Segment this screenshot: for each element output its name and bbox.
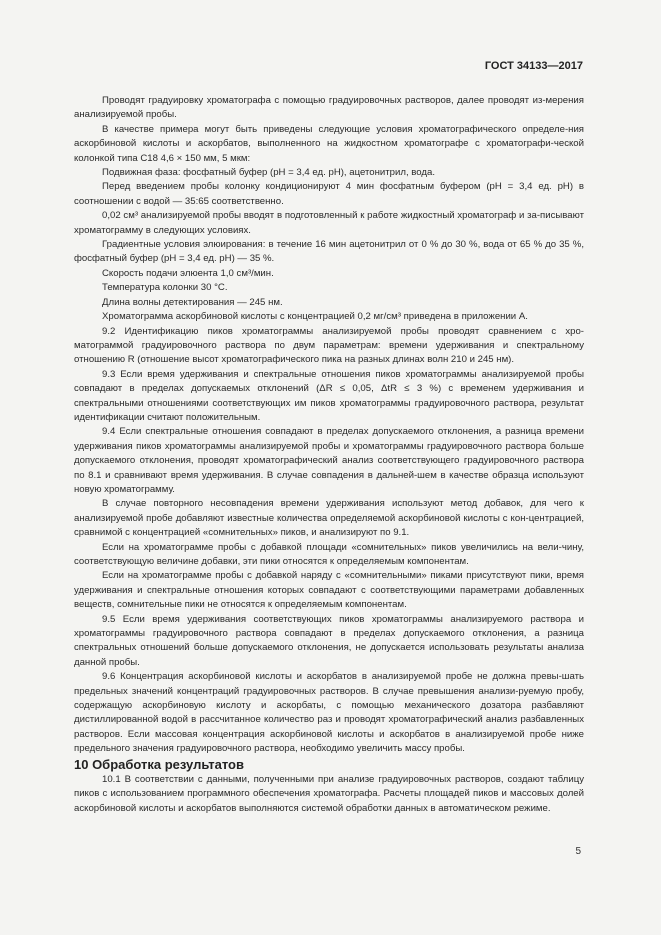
- paragraph: Подвижная фаза: фосфатный буфер (pH = 3,4 ед. pH), ацетонитрил, вода.: [102, 167, 436, 179]
- paragraph: 0,02 см³ анализируемой пробы вводят в подготовленный к работе жидкостный хроматограф и за-писывают хроматограмму в следующих условиях.: [74, 210, 584, 236]
- paragraph: Хроматограмма аскорбиновой кислоты с концентрацией 0,2 мг/см³ приведена в приложении А.: [102, 311, 528, 323]
- paragraph: 9.4 Если спектральные отношения совпадают в пределах допускаемого отклонения, а разница времени удерживания пиков хроматограммы анализируемой пробы и хроматограммы градуировочного раствора больше допускаемого отклонения, проводят хроматографический анализ соответствующего градуировочного раствора по 8.1 и сравнивают время удерживания. В случае совпадения в дальней-шем в качестве образца используют новую хроматограмму.: [74, 426, 584, 495]
- paragraph: Длина волны детектирования — 245 нм.: [102, 296, 283, 308]
- paragraph: Градиентные условия элюирования: в течение 16 мин ацетонитрил от 0 % до 30 %, вода от 65 % до 35 %, фосфатный буфер (pH = 3,4 ед. pH) — 35 %.: [74, 239, 584, 265]
- paragraph: 9.3 Если время удерживания и спектральные отношения пиков хроматограммы анализируемой пробы совпадают в пределах допускаемых отклонений (ΔR ≤ 0,05, ΔtR ≤ 3 %) с временем удерживания и спектральными отношениями соответствующих им пиков хроматограммы градуировочного раствора, результат идентификации считают положительным.: [74, 368, 584, 423]
- paragraph: В случае повторного несовпадения времени удерживания используют метод добавок, для чего к анализируемой пробе добавляют известные количества определяемой аскорбиновой кислоты с кон-центрацией, сравнимой с концентрацией «сомнительных» пиков, и анализируют по 9.1.: [74, 498, 584, 539]
- paragraph: 9.5 Если время удерживания соответствующих пиков хроматограммы анализируемого раствора и хроматограммы градуировочного раствора совпадают в пределах допускаемого отклонения, а разница спектральных отношений больше допускаемого отклонения, не допускается использовать результаты анализа данной пробы.: [74, 613, 584, 668]
- paragraph: Перед введением пробы колонку кондиционируют 4 мин фосфатным буфером (pH = 3,4 ед. pH) в соотношении с водой — 35:65 соответственно.: [74, 181, 584, 207]
- paragraph: Если на хроматограмме пробы с добавкой наряду с «сомнительными» пиками присутствуют пики, время удерживания и спектральные отношения которых совпадают с соответствующими параметрами добавленных веществ, сомнительные пики не относятся к определяемым компонентам.: [74, 570, 584, 611]
- section-heading: 10 Обработка результатов: [74, 756, 244, 772]
- document-body: [74, 94, 584, 816]
- paragraph: Температура колонки 30 °С.: [102, 282, 228, 294]
- paragraph: 10.1 В соответствии с данными, полученными при анализе градуировочных растворов, создают таблицу пиков с использованием программного обеспечения хроматографа. Расчеты площадей пиков и массовых долей аскорбиновой кислоты и аскорбатов выполняются системой обработки данных в автоматическом режиме.: [74, 773, 584, 814]
- paragraph: Проводят градуировку хроматографа с помощью градуировочных растворов, далее проводят из-мерения анализируемой пробы.: [74, 95, 584, 121]
- document-header: ГОСТ 34133—2017: [484, 60, 583, 72]
- paragraph: 9.6 Концентрация аскорбиновой кислоты и аскорбатов в анализируемой пробе не должна превы-шать предельных значений концентраций градуировочных растворов. В случае превышения анализи-руемую пробу, содержащую аскорбиновую кислоту и аскорбаты, с помощью механического дозатора разбавляют дистиллированной водой в рассчитанное количество раз и проводят хроматографический анализ разбавленных растворов. Если массовая концентрация аскорбиновой кислоты и аскорбатов в анализируемой пробе ниже предельного значения градуировочного раствора, необходимо увеличить массу пробы.: [74, 671, 584, 755]
- page-number: 5: [575, 846, 581, 857]
- paragraph: Если на хроматограмме пробы с добавкой площади «сомнительных» пиков увеличились на вели-чину, соответствующую величине добавки, эти пики относятся к определяемым компонентам.: [74, 541, 584, 567]
- paragraph: Скорость подачи элюента 1,0 см³/мин.: [102, 267, 274, 279]
- paragraph: 9.2 Идентификацию пиков хроматограммы анализируемой пробы проводят сравнением с хро-матограммой градуировочного раствора по двум параметрам: времени удерживания и спектральному отношению R (отношение высот хроматографического пика на разных длинах волн 210 и 245 нм).: [74, 325, 584, 366]
- paragraph: В качестве примера могут быть приведены следующие условия хроматографического определе-ния аскорбиновой кислоты и аскорбатов, выполненного на жидкостном хроматографе с хроматографи-ческой колонкой типа C18 4,6 × 150 мм, 5 мкм:: [74, 123, 584, 164]
